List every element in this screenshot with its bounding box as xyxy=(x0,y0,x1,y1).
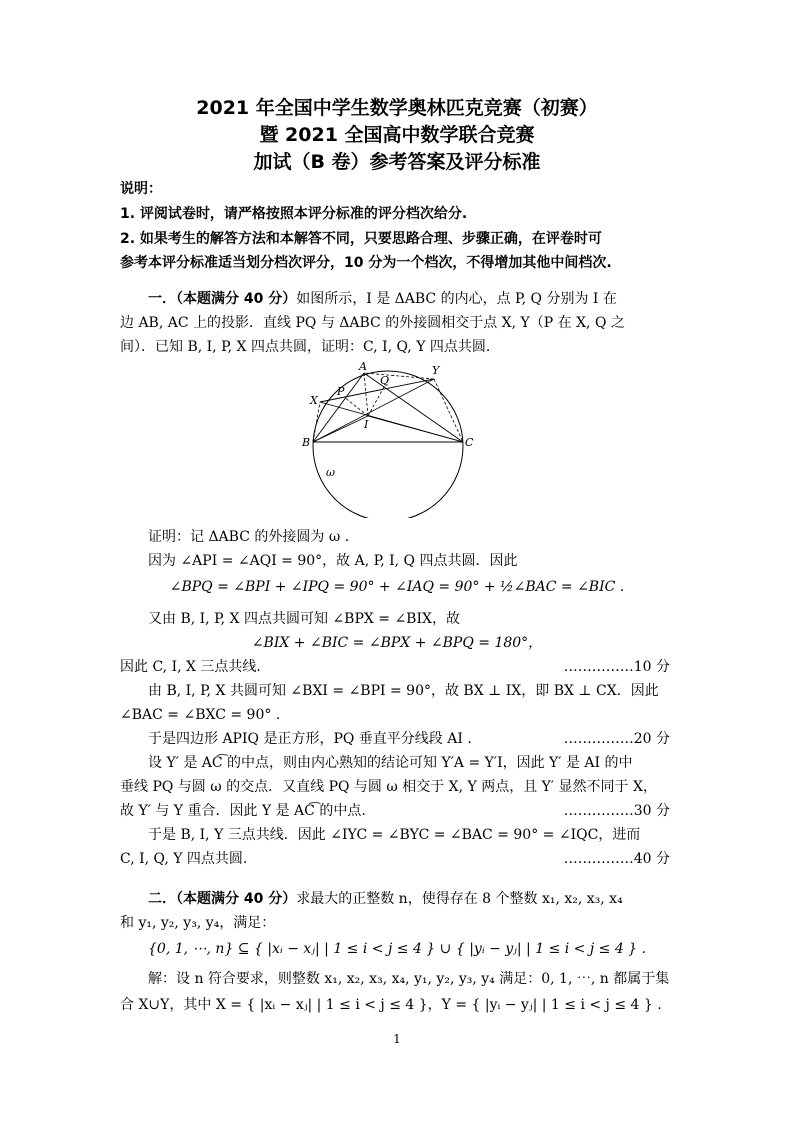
problem2-heading: 二．（本题满分 40 分） xyxy=(148,891,297,907)
notes-item-2-line-1: 2. 如果考生的解答方法和本解答不同，只要思路合理、步骤正确，在评卷时可 xyxy=(120,231,602,247)
label-p: P xyxy=(337,385,345,398)
problem1-line-3: 间）．已知 B, I, P, X 四点共圆，证明：C, I, Q, Y 四点共圆. xyxy=(120,339,491,355)
proof-line-6: 因此 C, I, X 三点共线. xyxy=(120,659,261,675)
proof-line-4: 又由 B, I, P, X 四点共圆可知 ∠BPX = ∠BIX，故 xyxy=(148,611,460,627)
problem2-line-1 xyxy=(148,890,680,908)
label-c: C xyxy=(465,436,474,449)
score-10: ……………10 分 xyxy=(563,659,670,675)
problem1-text-1: 如图所示，I 是 ΔABC 的内心，点 P, Q 分别为 I 在 xyxy=(296,291,617,307)
label-omega: ω xyxy=(326,466,335,479)
proof-line-14: C, I, Q, Y 四点共圆. xyxy=(120,851,248,867)
segment-by xyxy=(313,379,434,442)
score-30: ……………30 分 xyxy=(563,803,670,819)
label-a: A xyxy=(359,360,367,373)
segment-yc xyxy=(434,379,463,442)
problem2-line-2: 和 y₁, y₂, y₃, y₄，满足： xyxy=(120,915,276,931)
proof-line-8: ∠BAC = ∠BXC = 90° . xyxy=(120,707,281,723)
notes-item-1: 1. 评阅试卷时，请严格按照本评分标准的评分档次给分. xyxy=(120,206,468,222)
label-q: Q xyxy=(380,374,390,387)
proof-equation-2: ∠BIX + ∠BIC = ∠BPX + ∠BPQ = 180°， xyxy=(251,635,543,651)
segment-ai xyxy=(364,373,368,416)
page-number: 1 xyxy=(393,1032,401,1046)
segment-iq xyxy=(368,387,384,416)
problem2-solution-line-1: 解：设 n 符合要求，则整数 x₁, x₂, x₃, x₄, y₁, y₂, y₃, y₄ 满足：0, 1, ⋯, n 都属于集 xyxy=(148,971,670,987)
problem1-heading: 一．（本题满分 40 分） xyxy=(148,291,297,307)
proof-line-12: 故 Y′ 与 Y 重合．因此 Y 是 AC͡ 的中点. xyxy=(120,803,366,819)
notes-item-2-line-2: 参考本评分标准适当划分档次评分，10 分为一个档次，不得增加其他中间档次. xyxy=(120,255,612,271)
geometry-figure xyxy=(296,356,486,518)
proof-equation-1: ∠BPQ = ∠BPI + ∠IPQ = 90° + ∠IAQ = 90° + ½∠BAC = ∠BIC . xyxy=(169,579,625,595)
title-line-2: 暨 2021 全国高中数学联合竞赛 xyxy=(259,124,535,146)
proof-line-9: 于是四边形 APIQ 是正方形，PQ 垂直平分线段 AI . xyxy=(148,731,472,747)
score-20: ……………20 分 xyxy=(563,731,670,747)
segment-ip xyxy=(344,397,368,416)
proof-line-13: 于是 B, I, Y 三点共线．因此 ∠IYC = ∠BYC = ∠BAC = 90° = ∠IQC，进而 xyxy=(148,827,641,843)
problem2-solution-line-2: 合 X∪Y，其中 X = { |xᵢ − xⱼ| | 1 ≤ i < j ≤ 4 }，Y = { |yᵢ − yⱼ| | 1 ≤ i < j ≤ 4 } . xyxy=(120,997,662,1013)
score-40: ……………40 分 xyxy=(563,851,670,867)
notes-label: 说明： xyxy=(120,181,162,197)
proof-line-2: 因为 ∠API = ∠AQI = 90°，故 A, P, I, Q 四点共圆．因此 xyxy=(148,553,518,569)
proof-line-10: 设 Y′ 是 AC͡ 的中点，则由内心熟知的结论可知 Y′A = Y′I，因此 Y′ 是 AI 的中 xyxy=(148,755,633,771)
title-line-1: 2021 年全国中学生数学奥林匹克竞赛（初赛） xyxy=(196,97,598,119)
proof-line-1: 证明：记 ΔABC 的外接圆为 ω . xyxy=(148,529,350,545)
problem2-text-1: 求最大的正整数 n，使得存在 8 个整数 x₁, x₂, x₃, x₄ xyxy=(296,891,623,907)
label-x: X xyxy=(310,394,318,407)
proof-line-11: 垂线 PQ 与圆 ω 的交点．又直线 PQ 与圆 ω 相交于 X, Y 两点，且 Y′ 显然不同于 X， xyxy=(120,779,657,795)
label-b: B xyxy=(302,436,311,449)
problem2-condition: {0, 1, ⋯, n} ⊆ { |xᵢ − xⱼ| | 1 ≤ i < j ≤ 4 } ∪ { |yᵢ − yⱼ| | 1 ≤ i < j ≤ 4 } . xyxy=(148,941,646,957)
segment-bx xyxy=(313,402,320,442)
problem1-line-2: 边 AB, AC 上的投影．直线 PQ 与 ΔABC 的外接圆相交于点 X, Y（P 在 X, Q 之 xyxy=(120,315,625,331)
proof-line-7: 由 B, I, P, X 共圆可知 ∠BXI = ∠BPI = 90°，故 BX ⊥ IX，即 BX ⊥ CX．因此 xyxy=(148,683,659,699)
problem1-line-1 xyxy=(148,290,680,308)
label-y: Y xyxy=(432,364,440,377)
label-i: I xyxy=(364,418,369,431)
segment-ic xyxy=(368,416,463,442)
segment-bi xyxy=(313,416,368,442)
title-line-3: 加试（B 卷）参考答案及评分标准 xyxy=(253,151,541,173)
segment-ya xyxy=(364,373,434,379)
